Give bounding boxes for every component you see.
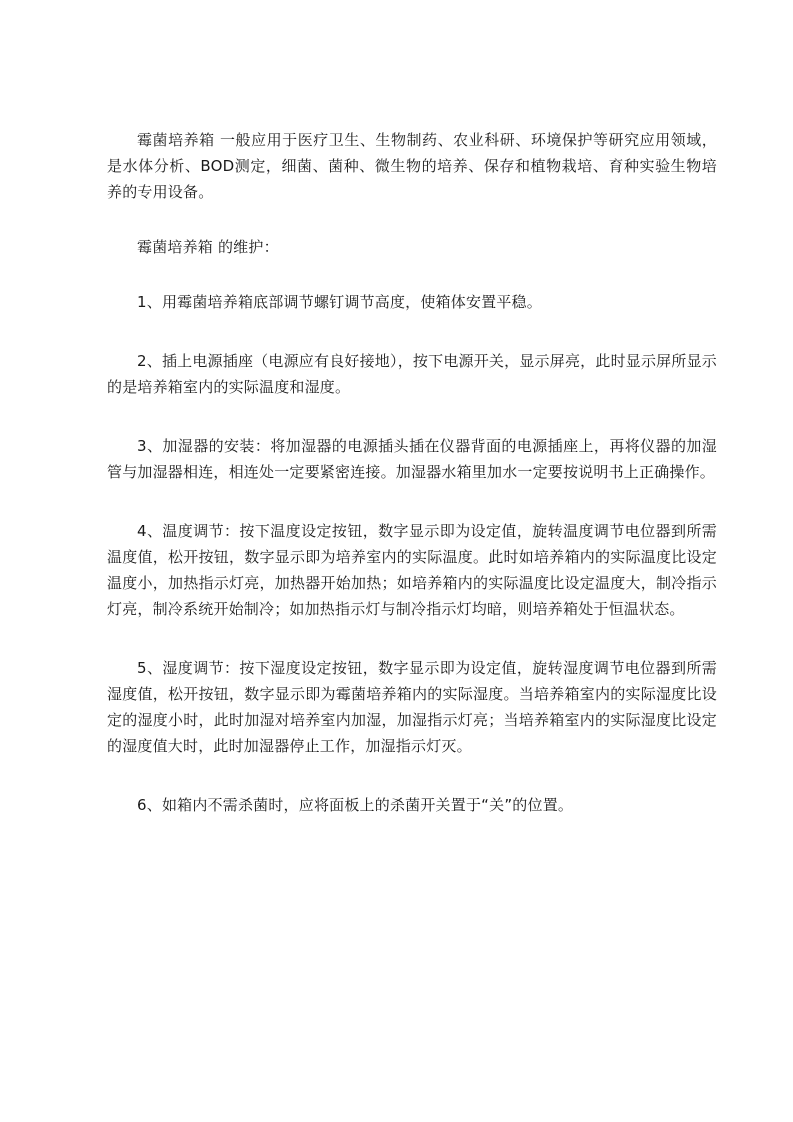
intro-paragraph: 霉菌培养箱 一般应用于医疗卫生、生物制药、农业科研、环境保护等研究应用领域，是水体分析、BOD测定，细菌、菌种、微生物的培养、保存和植物栽培、育种实验生物培养的专用设备。 (107, 131, 717, 201)
step-5-paragraph: 5、湿度调节：按下湿度设定按钮，数字显示即为设定值，旋转湿度调节电位器到所需湿度值，松开按钮，数字显示即为霉菌培养箱内的实际湿度。当培养箱室内的实际湿度比设定的湿度小时，此时加湿对培养室内加湿，加湿指示灯亮；当培养箱室内的实际湿度比设定的湿度值大时，此时加湿器停止工作，加湿指示灯灭。 (107, 659, 717, 755)
document-body (107, 127, 717, 818)
step-3-paragraph: 3、加湿器的安装：将加湿器的电源插头插在仪器背面的电源插座上，再将仪器的加湿管与加湿器相连，相连处一定要紧密连接。加湿器水箱里加水一定要按说明书上正确操作。 (107, 437, 717, 481)
step-4-paragraph: 4、温度调节：按下温度设定按钮，数字显示即为设定值，旋转温度调节电位器到所需温度值，松开按钮，数字显示即为培养室内的实际温度。此时如培养箱内的实际温度比设定温度小，加热指示灯亮，加热器开始加热；如培养箱内的实际温度比设定温度大，制冷指示灯亮，制冷系统开始制冷；如加热指示灯与制冷指示灯均暗，则培养箱处于恒温状态。 (107, 522, 717, 618)
step-6-paragraph: 6、如箱内不需杀菌时，应将面板上的杀菌开关置于“关”的位置。 (137, 796, 574, 814)
maintenance-heading: 霉菌培养箱 的维护： (137, 238, 279, 256)
step-2-paragraph: 2、插上电源插座（电源应有良好接地），按下电源开关，显示屏亮，此时显示屏所显示的是培养箱室内的实际温度和湿度。 (107, 352, 717, 396)
step-1-paragraph: 1、用霉菌培养箱底部调节螺钉调节高度，使箱体安置平稳。 (137, 293, 542, 311)
